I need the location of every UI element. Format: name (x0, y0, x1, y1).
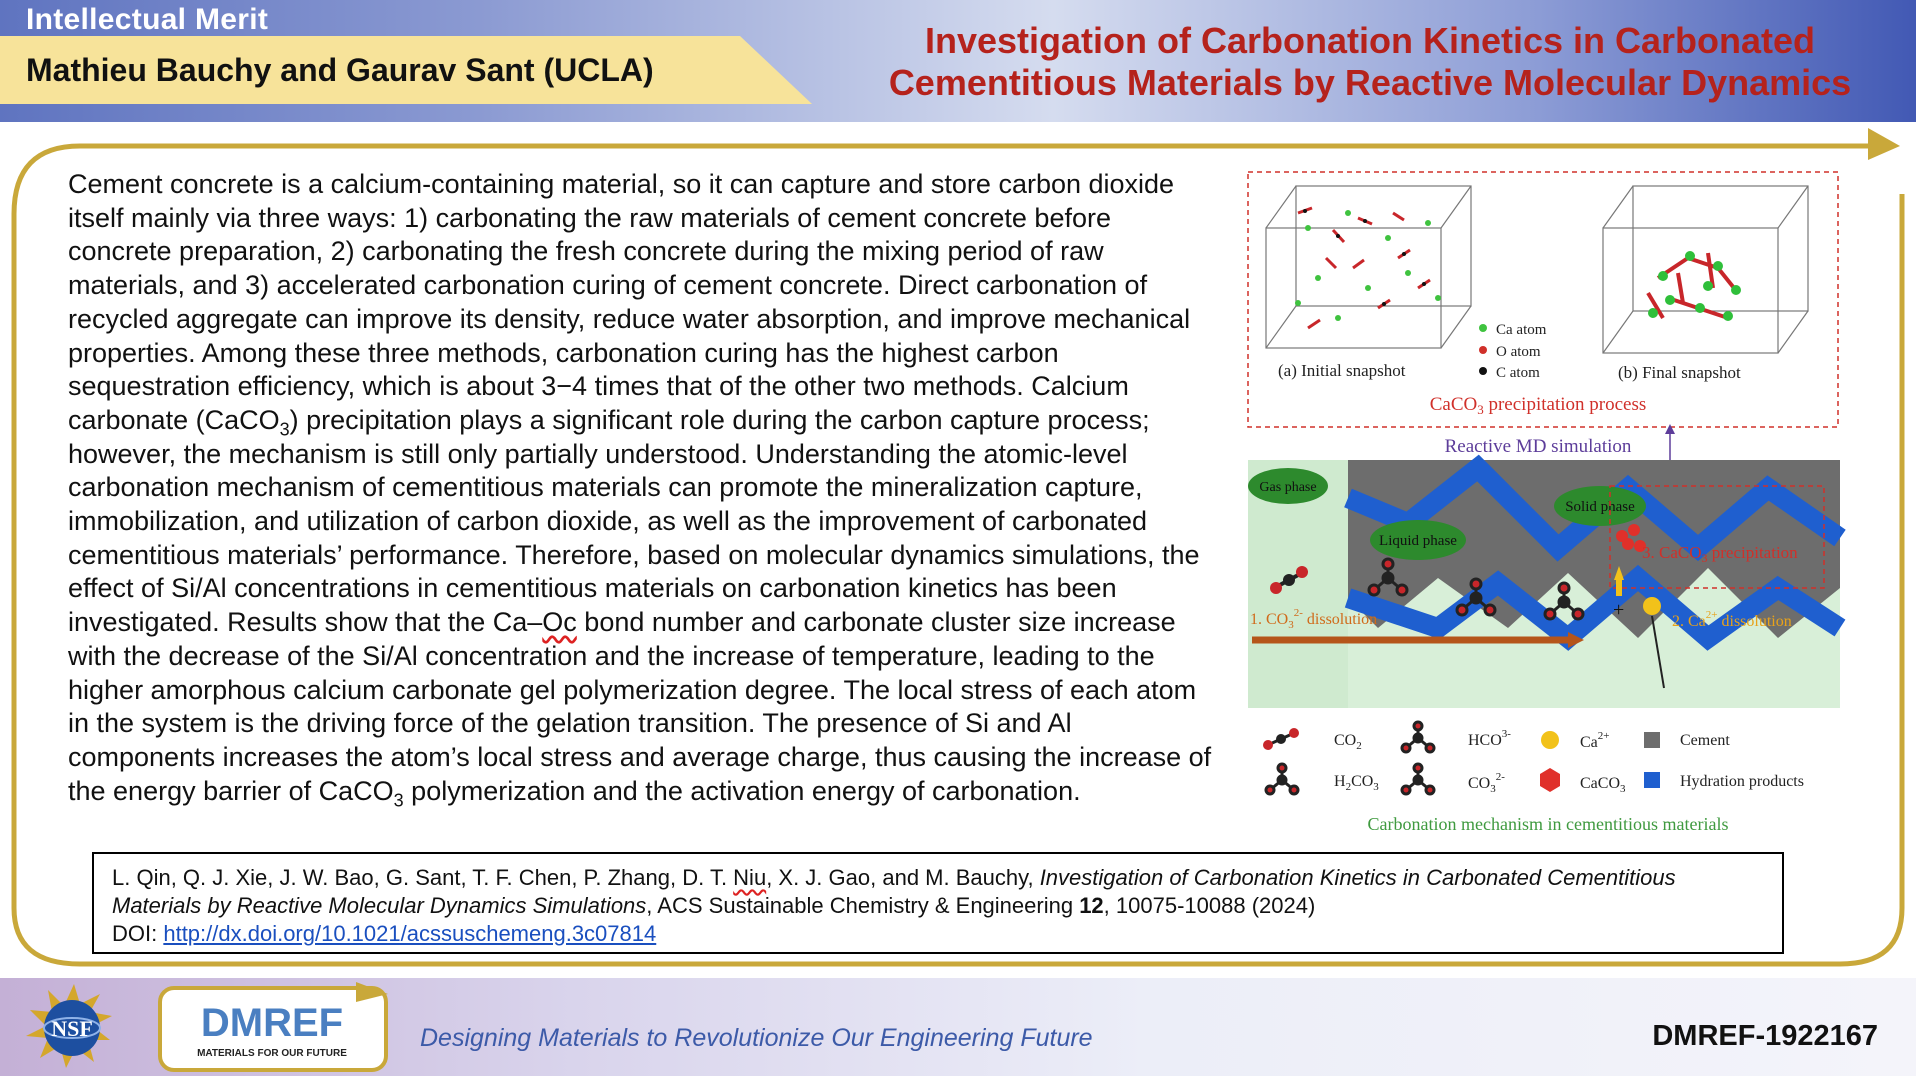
key-hydration-icon (1644, 772, 1660, 788)
legend-ca-dot (1479, 324, 1487, 332)
spellcheck-flag: Oc (542, 607, 577, 638)
svg-text:MATERIALS FOR OUR FUTURE: MATERIALS FOR OUR FUTURE (197, 1048, 347, 1059)
figure-caption: Carbonation mechanism in cementitious materials (1367, 814, 1729, 834)
snapshot-panel (1248, 172, 1838, 427)
liquid-phase-label: Liquid phase (1379, 533, 1457, 549)
doi-link[interactable]: http://dx.doi.org/10.1021/acssuschemeng.3c07814 (163, 921, 657, 946)
abstract-text: Cement concrete is a calcium-containing material, so it can capture and store carbon dioxide itself mainly via three ways: 1) carbonating the raw materials of cement concrete before concrete preparation, 2) carbonating the fresh concrete during the mixing period of raw materials, and 3) accelerated carbonation curing of cement concrete. Direct carbonation of recycled aggregate can improve its density, reduce water absorption, and improve mechanical properties. Among these three methods, carbonation curing has the highest carbon sequestration efficiency, which is about 3−4 times that of the other two methods. Calcium carbonate (CaCO$_3$) precipitation plays a significant role during the carbon capture process; however, the mechanism is still only partially understood. Understanding the atomic-level carbonation mechanism of cementitious materials can promote the mineralization capture, immobilization, and utilization of carbon dioxide, as well as the improvement of carbonated cementitious materials’ performance. Therefore, based on molecular dynamics simulations, the effect of Si/Al concentrations in cementitious materials on carbonation kinetics has been investigated. Results show that the Ca–Oc bond number and carbonate cluster size increase with the decrease of the Si/Al concentration and the increase of temperature, leading to the higher amorphous calcium carbonate gel polymerization degree. The local stress of each atom in the system is the driving force of the gelation transition. The presence of Si and Al components increases the atom’s local stress and average charge, thus causing the increase of the energy barrier of CaCO$_3$ polymerization and the activation energy of carbonation. (68, 169, 1212, 811)
citation-spellcheck-flag: Niu (733, 865, 767, 890)
key-h2co3: $H_2CO_3$ (1334, 773, 1379, 793)
step1-label: 1. $CO_3^{2-}$ dissolution (1250, 607, 1378, 631)
citation-title: Investigation of Carbonation Kinetics in Carbonated Cementitious Materials by Reactive Molecular Dynamics Simulations (112, 865, 1676, 918)
legend-c: C atom (1496, 365, 1540, 381)
final-snapshot-cube (1603, 186, 1808, 353)
legend-c-dot (1479, 367, 1487, 375)
key-cement-icon (1644, 732, 1660, 748)
key-caco3-icon (1540, 768, 1560, 792)
dmref-logo (156, 980, 392, 1074)
nsf-logo (14, 982, 134, 1074)
key-ca-icon (1541, 731, 1559, 749)
key-co2-icon (1263, 728, 1299, 750)
ca-ion (1643, 597, 1661, 615)
key-hydration: Hydration products (1680, 773, 1804, 790)
section-label: Intellectual Merit (26, 3, 269, 36)
grant-number: DMREF-1922167 (1652, 1020, 1878, 1052)
key-h2co3-icon (1266, 764, 1298, 794)
key-hco3: $HCO^{3-}$ (1468, 728, 1511, 749)
legend-ca: Ca atom (1496, 322, 1547, 338)
title-line-2: Cementitious Materials by Reactive Molecular Dynamics (888, 62, 1852, 103)
md-arrow-icon (1665, 424, 1675, 434)
citation-volume: 12 (1079, 893, 1104, 918)
key-co3-icon (1402, 764, 1434, 794)
svg-text:NSF: NSF (51, 1016, 93, 1041)
gas-phase-label: Gas phase (1259, 480, 1317, 495)
svg-text:DMREF: DMREF (200, 1001, 344, 1045)
title-line-1: Investigation of Carbonation Kinetics in Carbonated (924, 20, 1816, 61)
precip-process-label: CaCO$_3$ precipitation process (1429, 394, 1647, 417)
frame-arrow-icon (1868, 128, 1900, 160)
citation-box: L. Qin, Q. J. Xie, J. W. Bao, G. Sant, T. F. Chen, P. Zhang, D. T. Niu, X. J. Gao, and M. Bauchy, Investigation of Carbonation Kinetics in Carbonated Cementitious Materials by Reactive Molecular Dynamics Simulations, ACS Sustainable Chemistry & Engineering 12, 10075-10088 (2024) DOI: http://dx.doi.org/10.1021/acssuschemeng.3c07814 (92, 852, 1784, 954)
panel-a-label: (a) Initial snapshot (1278, 361, 1406, 380)
reactive-md-label: Reactive MD simulation (1444, 436, 1632, 457)
step2-label: 2. $Ca^{2+}$ dissolution (1672, 609, 1792, 630)
initial-snapshot-cube (1266, 186, 1471, 348)
key-caco3: CaCO$_3$ (1580, 775, 1626, 795)
carbonation-figure (1238, 168, 1858, 838)
initial-molecules (1295, 208, 1441, 328)
author-names: Mathieu Bauchy and Gaurav Sant (UCLA) (26, 52, 654, 88)
key-cement: Cement (1680, 732, 1730, 749)
step3-label: 3. CaCO$_3$ precipitation (1642, 543, 1798, 565)
plus-sign: + (1613, 599, 1625, 621)
key-hco3-icon (1402, 722, 1434, 752)
footer-tagline: Designing Materials to Revolutionize Our Engineering Future (420, 1024, 1093, 1052)
key-co3: $CO_3^{2-}$ (1468, 771, 1505, 795)
page-title (860, 20, 1880, 104)
legend-o: O atom (1496, 344, 1541, 360)
key-co2: $CO_2$ (1334, 732, 1362, 752)
solid-phase-label: Solid phase (1565, 499, 1635, 515)
key-ca: $Ca^{2+}$ (1580, 730, 1610, 751)
panel-b-label: (b) Final snapshot (1618, 363, 1741, 382)
legend-o-dot (1479, 346, 1487, 354)
